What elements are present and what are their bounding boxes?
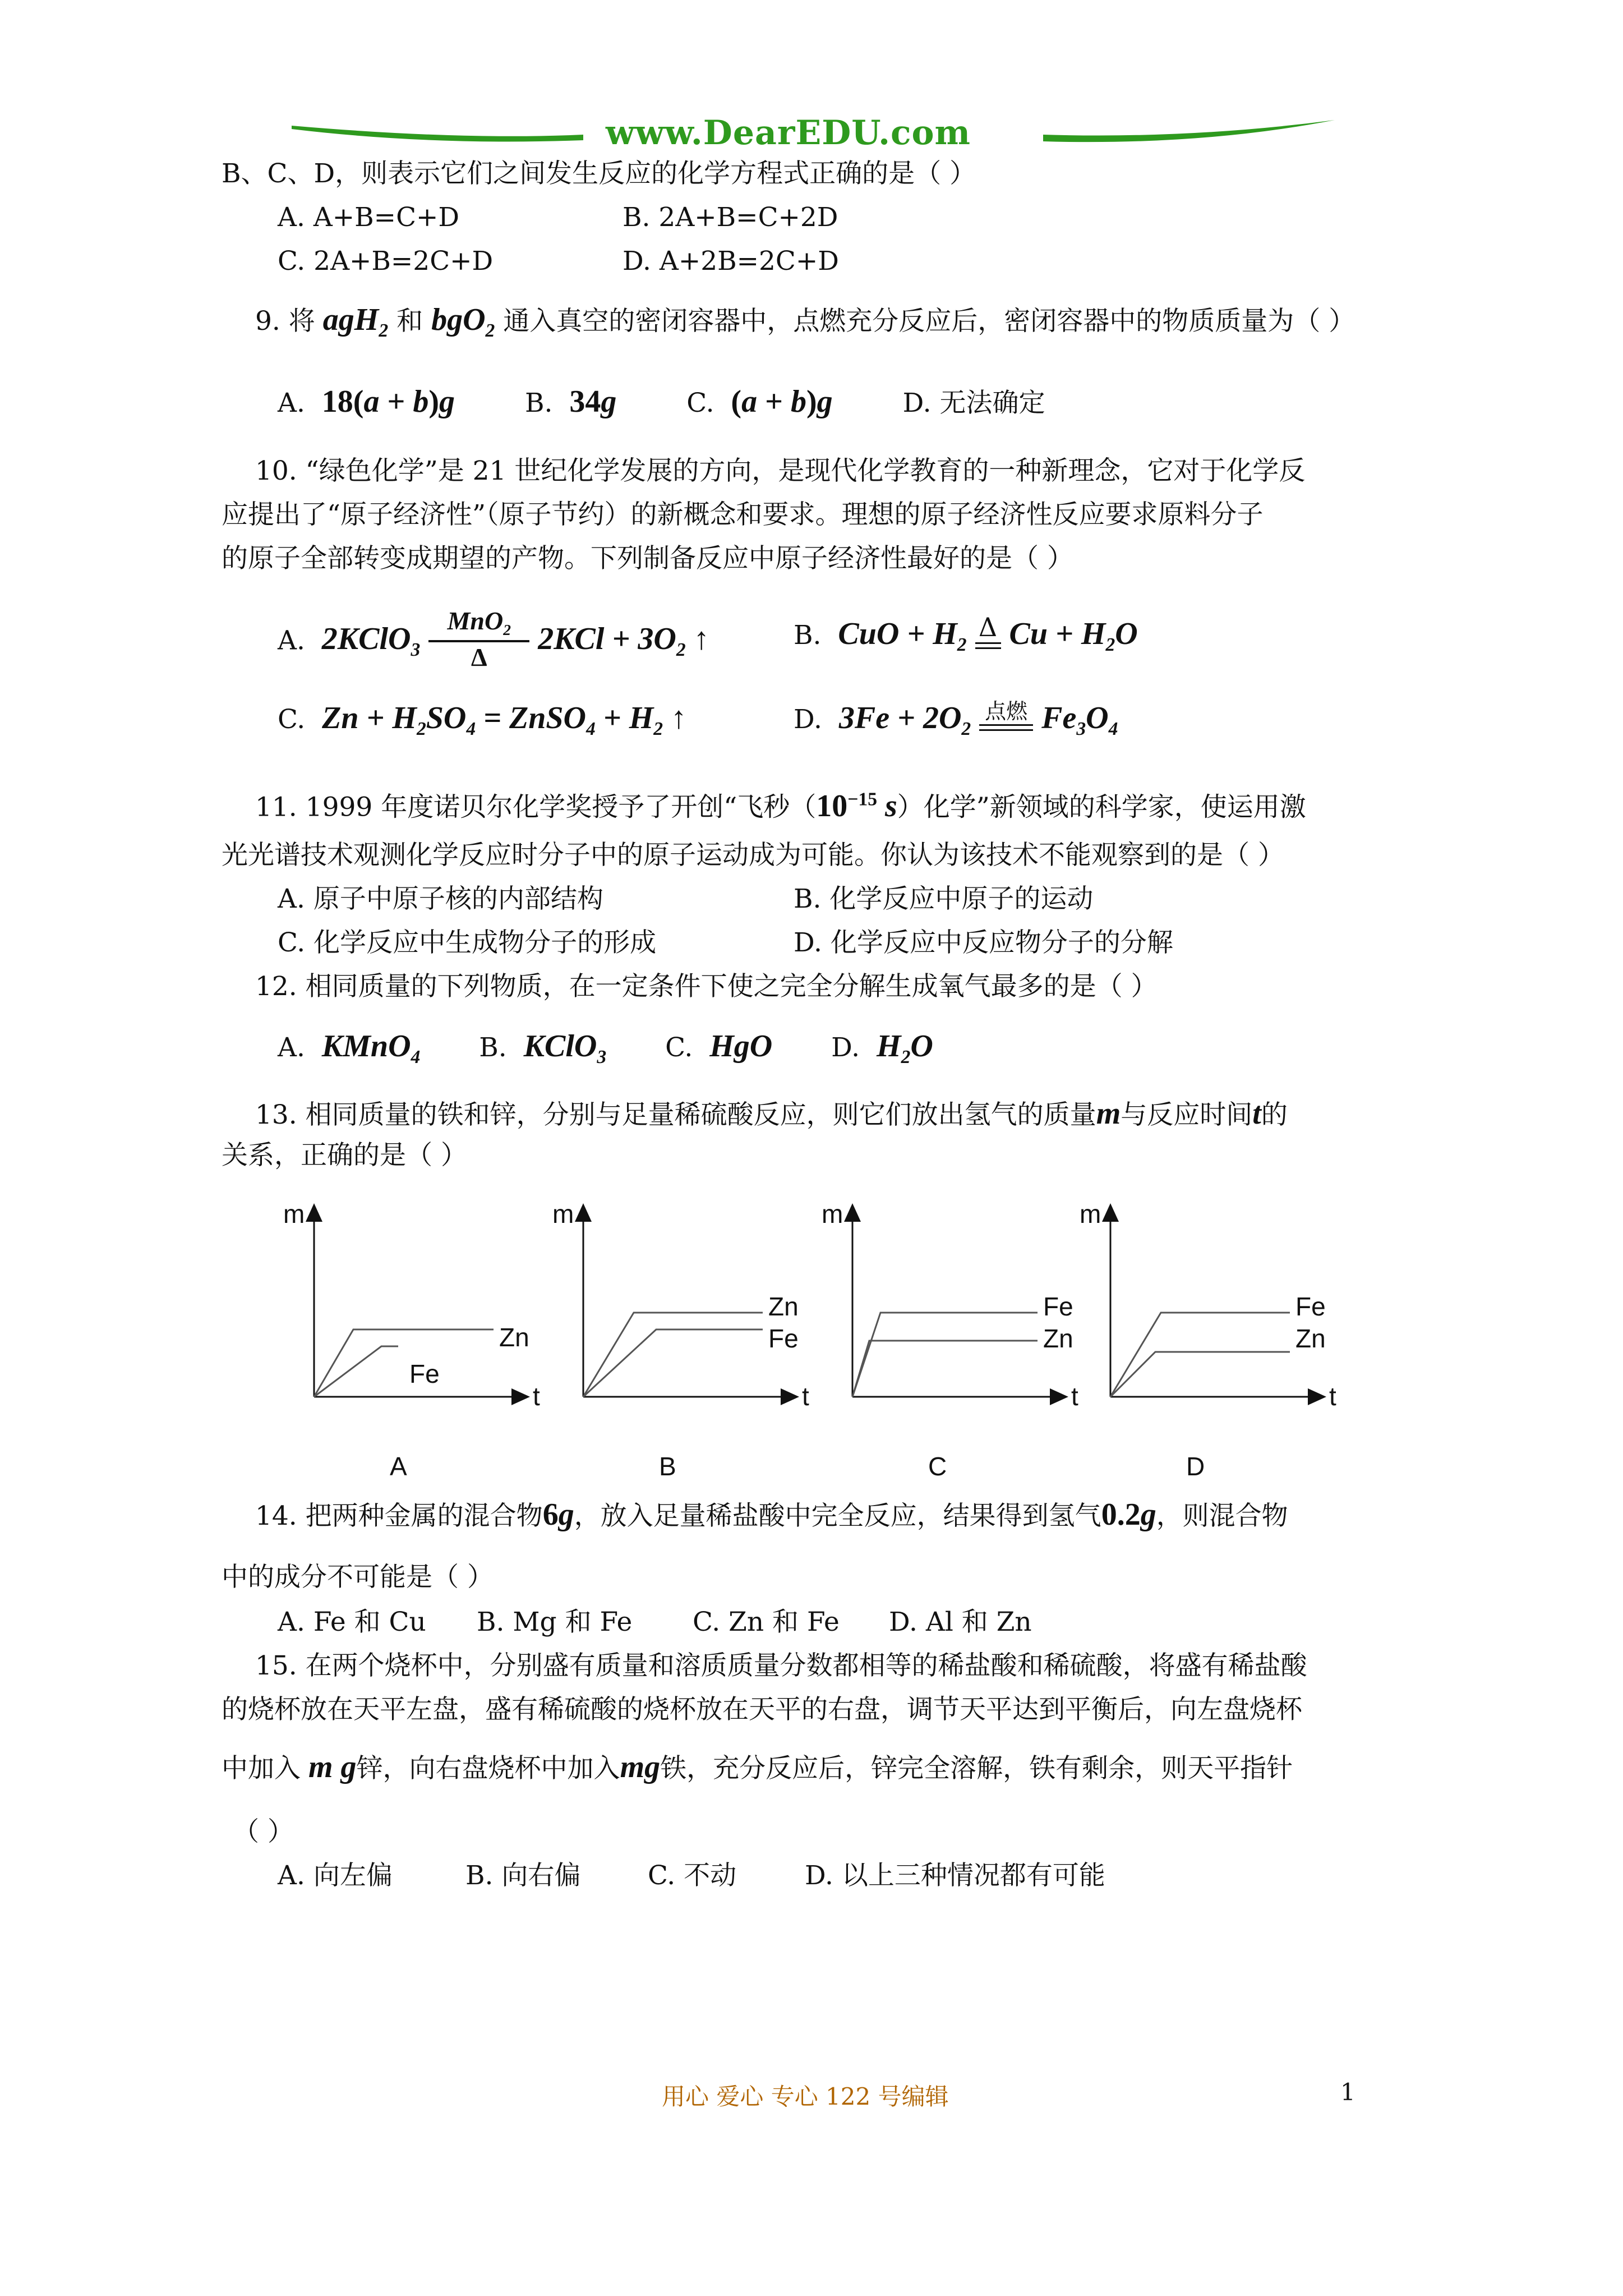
q15-option-b: B. 向右偏	[465, 1860, 581, 1891]
q11-option-c: C. 化学反应中生成物分子的形成	[278, 927, 657, 958]
q11-option-b: B. 化学反应中原子的运动	[794, 884, 1094, 914]
axis-label-m: m	[283, 1199, 305, 1228]
q15-line-1: 15. 在两个烧杯中，分别盛有质量和溶质质量分数都相等的稀盐酸和稀硫酸，将盛有稀盐酸	[255, 1650, 1307, 1681]
q14-line-1: 14. 把两种金属的混合物6g，放入足量稀盐酸中完全反应，结果得到氢气0.2g，则混合物	[255, 1497, 1288, 1532]
series-label: Fe	[409, 1359, 440, 1388]
series-line	[1110, 1313, 1290, 1397]
series-label: Zn	[499, 1323, 529, 1352]
axis-label-t: t	[1071, 1382, 1078, 1411]
series-label: Zn	[1043, 1324, 1073, 1353]
q14-option-b: B. Mg 和 Fe	[477, 1607, 633, 1637]
q11-option-a: A. 原子中原子核的内部结构	[278, 884, 603, 914]
series-line	[314, 1346, 398, 1397]
q10-line-3: 的原子全部转变成期望的产物。下列制备反应中原子经济性最好的是（ ）	[222, 543, 1073, 574]
series-line	[314, 1329, 494, 1397]
q15-line-2: 的烧杯放在天平左盘，盛有稀硫酸的烧杯放在天平的右盘，调节天平达到平衡后，向左盘烧杯	[222, 1694, 1302, 1725]
footer-text: 用心 爱心 专心 122 号编辑	[662, 2083, 949, 2110]
q15-option-d: D. 以上三种情况都有可能	[805, 1860, 1105, 1891]
q8-stem-tail: B、C、D，则表示它们之间发生反应的化学方程式正确的是（ ）	[222, 158, 976, 189]
q15-line-3: 中加入 m g锌，向右盘烧杯中加入mg铁，充分反应后，锌完全溶解，铁有剩余，则天平指针	[222, 1750, 1293, 1784]
q15-option-a: A. 向左偏	[278, 1860, 393, 1891]
q10-line-2: 应提出了“原子经济性”（原子节约）的新概念和要求。理想的原子经济性反应要求原料分子	[222, 499, 1264, 530]
q10-option-b: B. CuO + $H_2$ Δ $Cu + H_2O$	[794, 612, 1138, 656]
chart-option-label: C	[928, 1452, 947, 1481]
q9-options: A. 18(a + b)g B. 34g C. (a + b)g D. 无法确定	[278, 384, 1045, 419]
series-line	[583, 1329, 763, 1397]
q11-line-2: 光光谱技术观测化学反应时分子中的原子运动成为可能。你认为该技术不能观察到的是（ ）	[222, 840, 1284, 871]
page-number: 1	[1340, 2078, 1355, 2106]
chart-option-label: B	[659, 1452, 676, 1481]
axis-label-m: m	[1080, 1199, 1101, 1228]
q13-charts-svg	[280, 1189, 1385, 1481]
q10-option-d: D. $3Fe + 2O_2$ 点燃 $Fe_3O_4$	[794, 699, 1118, 740]
header-logo	[292, 112, 1335, 157]
q8-option-b: B. 2A+B=C+2D	[623, 202, 838, 233]
q8-option-d: D. A+2B=2C+D	[623, 246, 839, 277]
series-label: Fe	[768, 1324, 799, 1353]
q10-option-a: A. 2KClO$_3$ MnO$_2$ Δ $2KCl + 3O_2$ ↑	[278, 606, 709, 671]
series-line	[583, 1313, 763, 1397]
q11-option-d: D. 化学反应中反应物分子的分解	[794, 927, 1173, 958]
q9-stem: 9. 将 agH$_2$ 和 bgO$_2$ 通入真空的密闭容器中，点燃充分反应后，密闭容器中的物质质量为（ ）	[255, 302, 1355, 342]
axis-label-m: m	[552, 1199, 574, 1228]
series-label: Zn	[768, 1292, 799, 1321]
axis-label-m: m	[822, 1199, 843, 1228]
q12-options: A. KMnO$_4$ B. KClO$_3$ C. HgO D. $H_2O$	[278, 1029, 933, 1068]
q15-line-4: （ ）	[233, 1816, 294, 1847]
q13-charts	[280, 1189, 1385, 1481]
q11-line-1: 11. 1999 年度诺贝尔化学奖授予了开创“飞秒（$10^{-15}$ s）化学”新领域的科学家，使运用激	[255, 788, 1306, 823]
q10-line-1: 10. “绿色化学”是 21 世纪化学发展的方向，是现代化学教育的一种新理念，它对于化学反	[255, 455, 1306, 486]
axis-label-t: t	[1329, 1382, 1336, 1411]
series-line	[1110, 1352, 1290, 1397]
q10-option-c: C. $Zn + H_2SO_4$ = ZnSO$_4$ + $H_2$ ↑	[278, 701, 687, 740]
logo-text: www.DearEDU.com	[606, 113, 971, 153]
q13-line-1: 13. 相同质量的铁和锌，分别与足量稀硫酸反应，则它们放出氢气的质量m与反应时间t的	[255, 1096, 1288, 1131]
chart-option-label: A	[390, 1452, 407, 1481]
axis-label-t: t	[533, 1382, 540, 1411]
q8-option-c: C. 2A+B=2C+D	[278, 246, 494, 277]
q14-line-2: 中的成分不可能是（ ）	[222, 1562, 494, 1593]
q8-option-a: A. A+B=C+D	[278, 202, 460, 233]
q12-stem: 12. 相同质量的下列物质，在一定条件下使之完全分解生成氧气最多的是（ ）	[255, 971, 1158, 1002]
axis-label-t: t	[802, 1382, 809, 1411]
series-label: Fe	[1295, 1292, 1326, 1321]
q13-line-2: 关系，正确的是（ ）	[222, 1140, 467, 1171]
series-line	[852, 1313, 1038, 1397]
q14-option-a: A. Fe 和 Cu	[278, 1607, 426, 1637]
q14-option-c: C. Zn 和 Fe	[693, 1607, 840, 1637]
series-label: Zn	[1295, 1324, 1326, 1353]
series-line	[852, 1341, 1038, 1397]
series-label: Fe	[1043, 1292, 1073, 1321]
chart-option-label: D	[1186, 1452, 1205, 1481]
q14-option-d: D. Al 和 Zn	[889, 1607, 1032, 1637]
q15-option-c: C. 不动	[648, 1860, 737, 1891]
